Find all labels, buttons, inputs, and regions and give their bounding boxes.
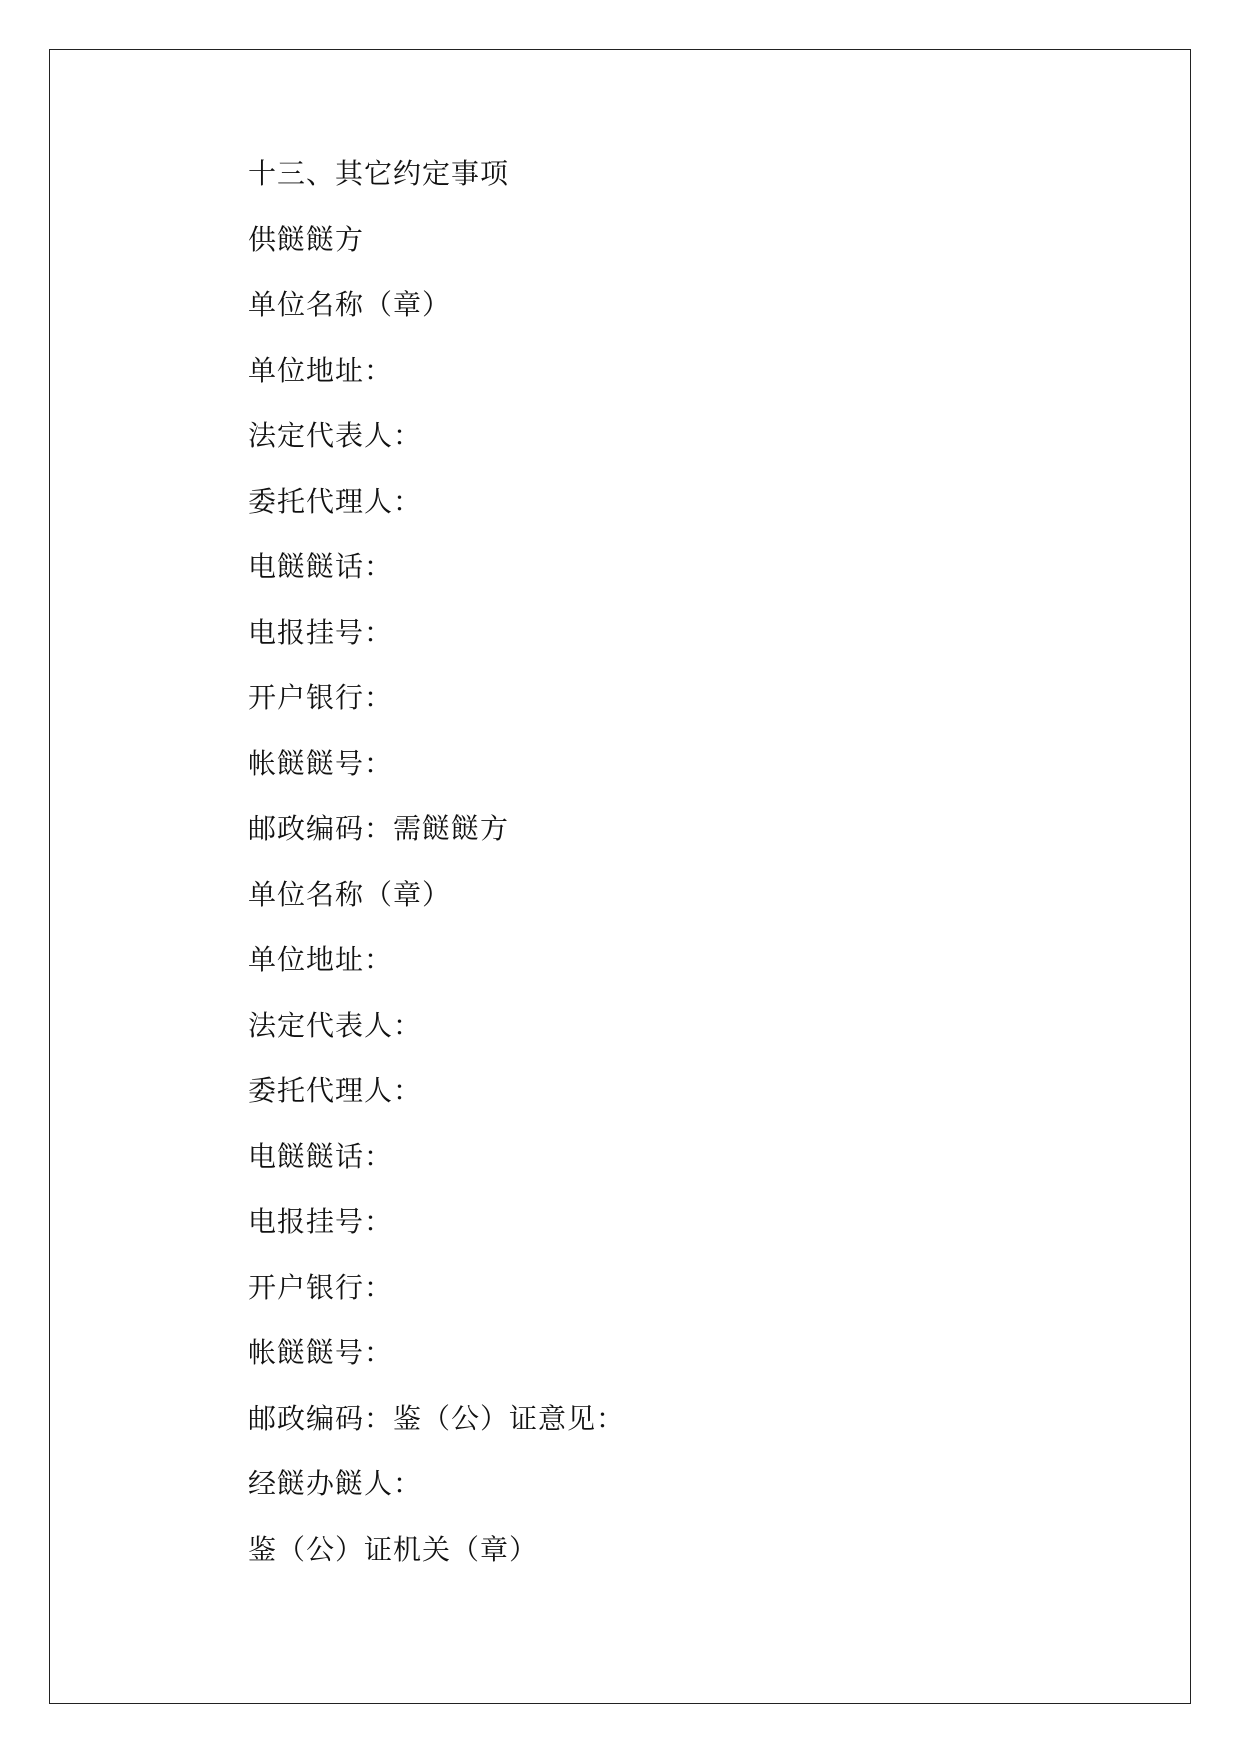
buyer-phone-field: 电餸餸话： [248,1139,394,1173]
buyer-postcode-notary-opinion: 邮政编码：鉴（公）证意见： [248,1401,626,1435]
buyer-legal-rep-field: 法定代表人： [248,1008,423,1042]
supplier-unit-address-field: 单位地址： [248,353,394,387]
buyer-agent-field: 委托代理人： [248,1074,423,1107]
supplier-bank-field: 开户银行： [248,681,394,714]
supplier-heading: 供餸餸方 [248,222,365,256]
supplier-postcode-buyer-heading: 邮政编码：需餸餸方 [248,812,510,845]
buyer-bank-field: 开户银行： [248,1270,394,1304]
handler-field: 经餸办餸人： [248,1467,423,1500]
section-heading: 十三、其它约定事项 [248,157,510,190]
supplier-account-field: 帐餸餸号： [248,746,394,780]
supplier-telegraph-field: 电报挂号： [248,615,394,649]
buyer-telegraph-field: 电报挂号： [248,1205,394,1238]
buyer-account-field: 帐餸餸号： [248,1336,394,1369]
document-body [248,157,1148,1598]
supplier-phone-field: 电餸餸话： [248,550,394,583]
buyer-unit-name-field: 单位名称（章） [248,877,452,911]
supplier-unit-name-field: 单位名称（章） [248,288,452,321]
supplier-legal-rep-field: 法定代表人： [248,419,423,452]
buyer-unit-address-field: 单位地址： [248,943,394,976]
supplier-agent-field: 委托代理人： [248,484,423,518]
notary-office-seal-field: 鉴（公）证机关（章） [248,1532,539,1566]
